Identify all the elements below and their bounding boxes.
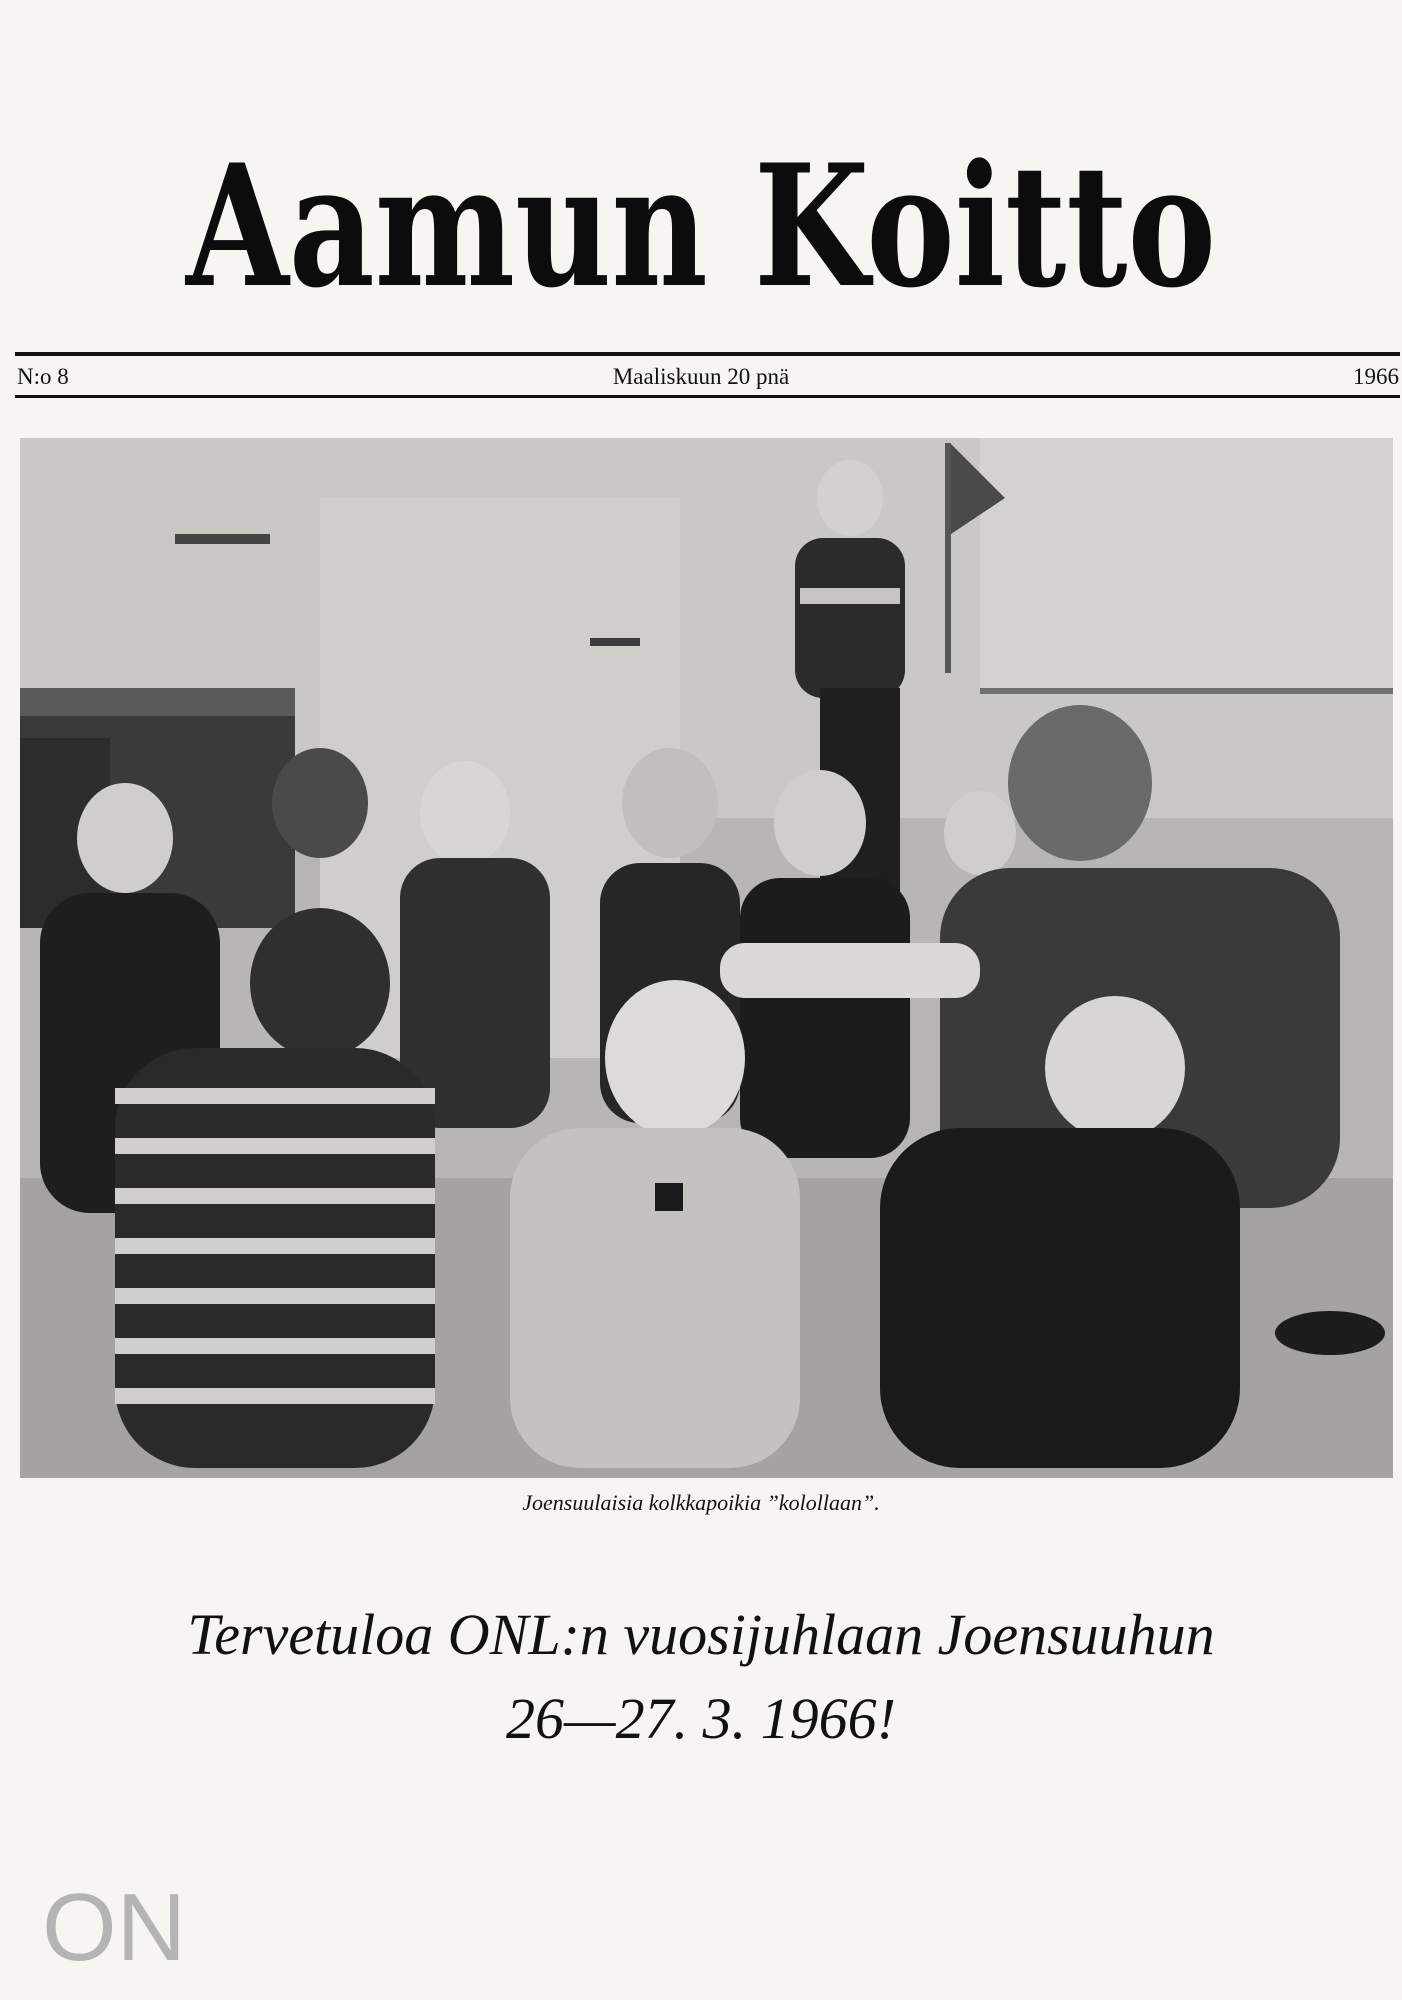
headline-line-1: Tervetuloa ONL:n vuosijuhlaan Joensuuhun	[187, 1602, 1215, 1667]
watermark-logo: ON	[42, 1874, 186, 1981]
photo-caption: Joensuulaisia kolkkapoikia ”kolollaan”.	[522, 1490, 880, 1515]
cover-photo	[20, 438, 1393, 1478]
masthead-rule-bottom	[15, 395, 1400, 398]
issue-date: Maaliskuun 20 pnä	[612, 364, 790, 389]
masthead-rule-top	[15, 352, 1400, 356]
masthead-title-text: Aamun Koitto	[184, 127, 1216, 325]
issue-number: N:o 8	[17, 364, 69, 389]
masthead-title	[0, 125, 1402, 335]
issue-year: 1966	[1353, 364, 1399, 389]
headline-line-2: 26—27. 3. 1966!	[506, 1686, 896, 1751]
